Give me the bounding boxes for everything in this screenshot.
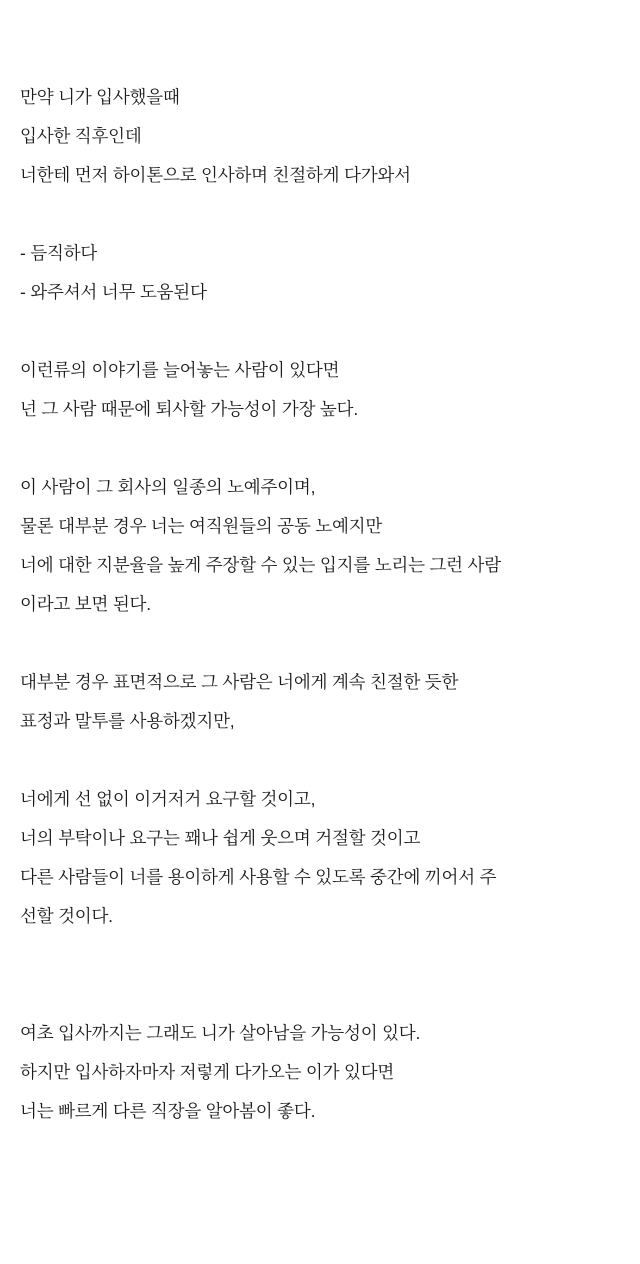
text-line: 이 사람이 그 회사의 일종의 노예주이며,: [20, 477, 316, 497]
paragraph-spacer: [20, 429, 622, 468]
text-line: 너는 빠르게 다른 직장을 알아봄이 좋다.: [20, 1101, 316, 1121]
text-line: 대부분 경우 표면적으로 그 사람은 너에게 계속 친절한 듯한: [20, 672, 459, 692]
text-line: - 듬직하다: [20, 243, 98, 263]
text-line: 너에게 선 없이 이거저거 요구할 것이고,: [20, 789, 316, 809]
paragraph-warning: [20, 351, 622, 429]
paragraph-quotes: [20, 234, 622, 312]
text-line: 이라고 보면 된다.: [20, 594, 151, 614]
text-line: 하지만 입사하자마자 저렇게 다가오는 이가 있다면: [20, 1062, 395, 1082]
text-line: 만약 니가 입사했을때: [20, 87, 180, 107]
text-line: 물론 대부분 경우 너는 여직원들의 공동 노예지만: [20, 516, 383, 536]
text-line: 선할 것이다.: [20, 906, 113, 926]
paragraph-intro: [20, 78, 622, 195]
paragraph-spacer-large: [20, 936, 622, 1014]
paragraph-spacer: [20, 312, 622, 351]
text-line: 이런류의 이야기를 늘어놓는 사람이 있다면: [20, 360, 340, 380]
paragraph-spacer: [20, 195, 622, 234]
text-line: 너한테 먼저 하이톤으로 인사하며 친절하게 다가와서: [20, 165, 411, 185]
paragraph-conclusion: [20, 1014, 622, 1131]
text-line: 다른 사람들이 너를 용이하게 사용할 수 있도록 중간에 끼어서 주: [20, 867, 497, 887]
paragraph-surface: [20, 663, 622, 741]
paragraph-spacer: [20, 624, 622, 663]
text-line: 넌 그 사람 때문에 퇴사할 가능성이 가장 높다.: [20, 399, 358, 419]
paragraph-explanation: [20, 468, 622, 624]
text-line: 표정과 말투를 사용하겠지만,: [20, 711, 235, 731]
text-line: 여초 입사까지는 그래도 니가 살아남을 가능성이 있다.: [20, 1023, 421, 1043]
paragraph-spacer: [20, 741, 622, 780]
text-line: - 와주셔서 너무 도움된다: [20, 282, 207, 302]
text-line: 너에 대한 지분율을 높게 주장할 수 있는 입지를 노리는 그런 사람: [20, 555, 501, 575]
text-line: 입사한 직후인데: [20, 126, 142, 146]
paragraph-behavior: [20, 780, 622, 936]
text-line: 너의 부탁이나 요구는 꽤나 쉽게 웃으며 거절할 것이고: [20, 828, 421, 848]
